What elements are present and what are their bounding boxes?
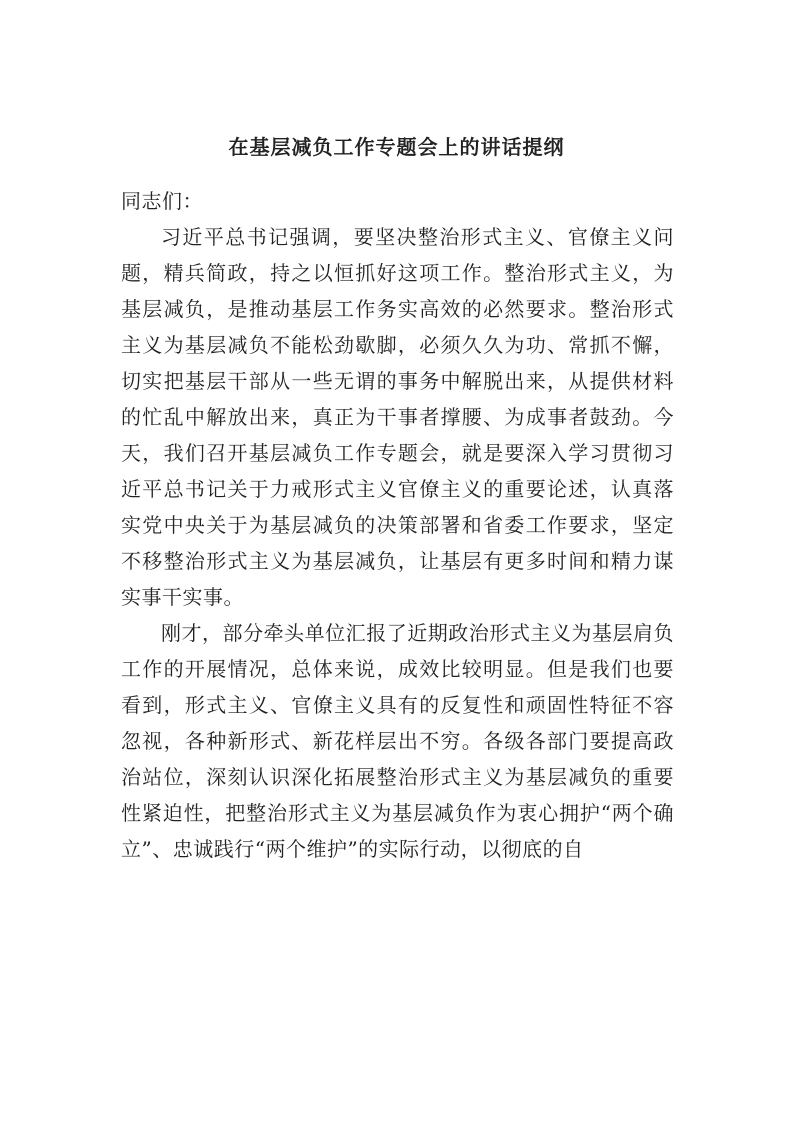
page-title: 在基层减负工作专题会上的讲话提纲 <box>228 135 565 159</box>
document-body <box>121 183 674 867</box>
paragraph-1: 习近平总书记强调，要坚决整治形式主义、官僚主义问题，精兵简政，持之以恒抓好这项工作。整治形式主义，为基层减负，是推动基层工作务实高效的必然要求。整治形式主义为基层减负不能松劲歇脚，必须久久为功、常抓不懈，切实把基层干部从一些无谓的事务中解脱出来，从提供材料的忙乱中解放出来，真正为干事者撑腰、为成事者鼓劲。今天，我们召开基层减负工作专题会，就是要深入学习贯彻习近平总书记关于力戒形式主义官僚主义的重要论述，认真落实党中央关于为基层减负的决策部署和省委工作要求，坚定不移整治形式主义为基层减负，让基层有更多时间和精力谋实事干实事。 <box>121 225 674 609</box>
greeting: 同志们： <box>121 189 203 213</box>
paragraph-2: 刚才，部分牵头单位汇报了近期政治形式主义为基层肩负工作的开展情况，总体来说，成效比较明显。但是我们也要看到，形式主义、官僚主义具有的反复性和顽固性特征不容忽视，各种新形式、新花样层出不穷。各级各部门要提高政治站位，深刻认识深化拓展整治形式主义为基层减负的重要性紧迫性，把整治形式主义为基层减负作为衷心拥护“两个确立”、忠诚践行“两个维护”的实际行动，以彻底的自 <box>121 621 674 861</box>
